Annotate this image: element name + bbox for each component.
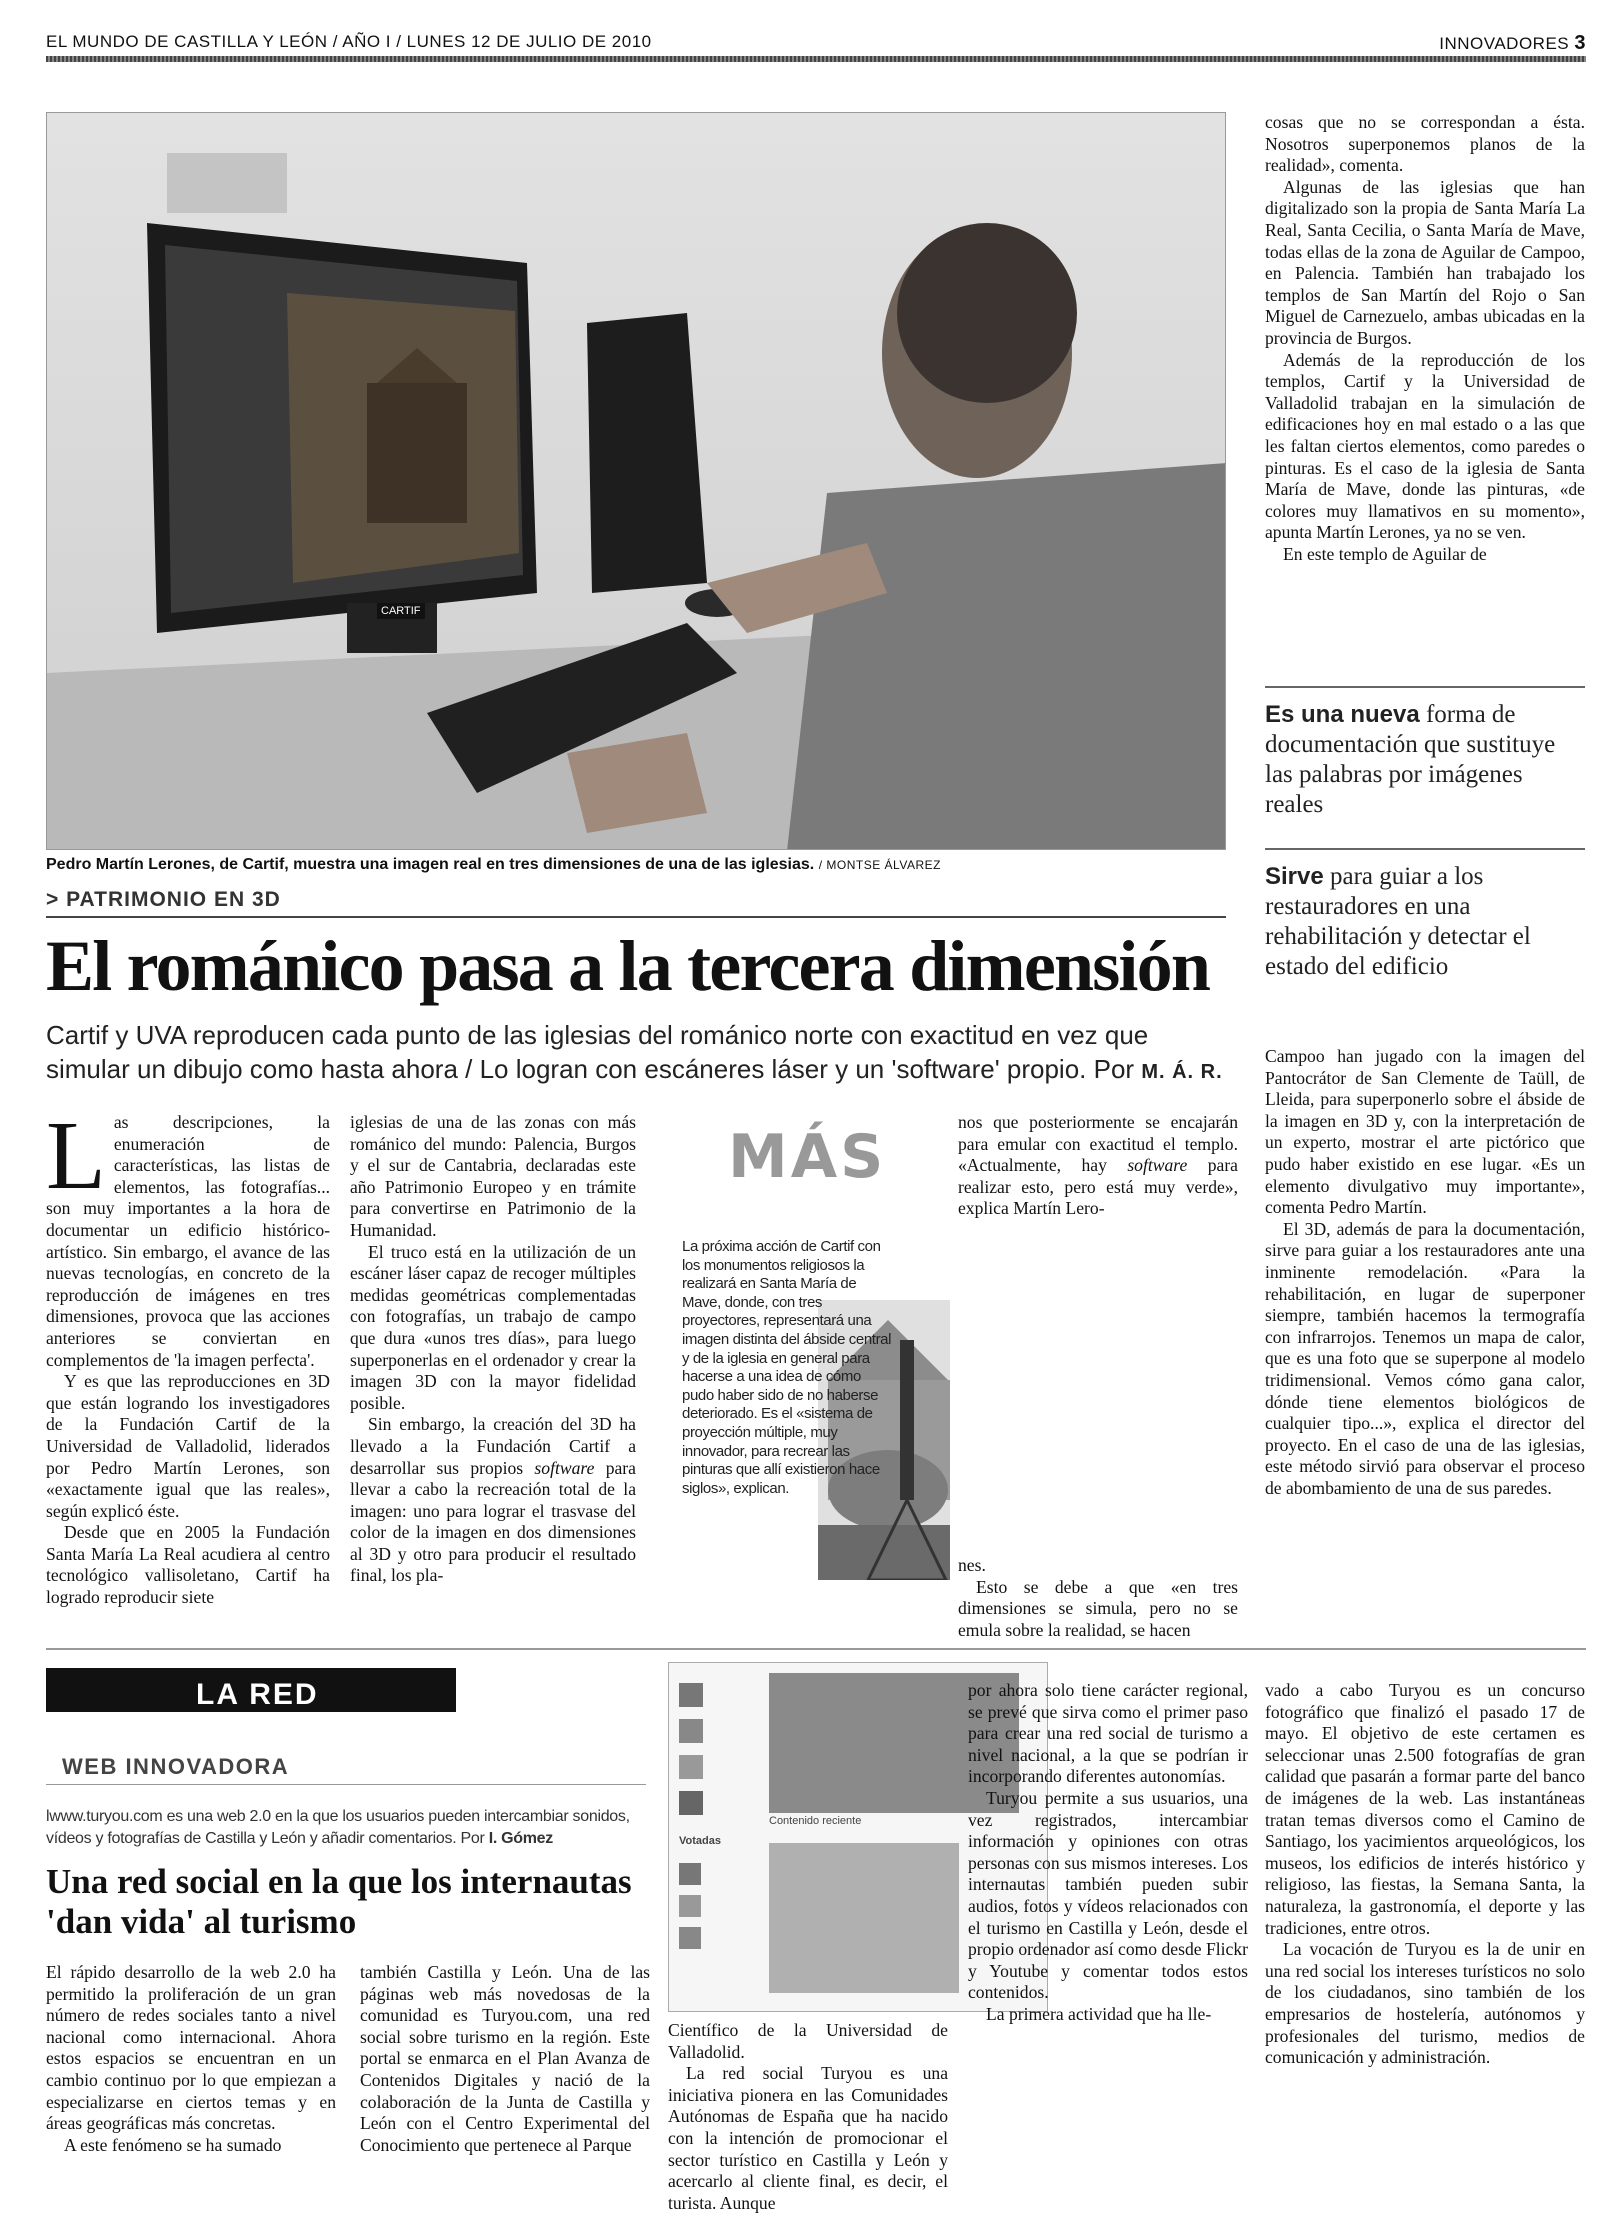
- col3-fragment: nes.: [958, 1555, 986, 1575]
- bottom-col4-paragraph-2: Turyou permite a sus usuarios, una vez registrados, intercambiar información y opiniones con otras personas con sus mismos intereses. Los internautas también pueden subir audios, fotos y vídeos relacionados con el turismo en Castilla y León, desde el propio ordenador así como desde Flickr y Youtube y comentar todos estos contenidos.: [968, 1787, 1248, 2003]
- cartif-sticker: CARTIF: [377, 603, 425, 619]
- article-column-3-lower: [958, 1555, 1238, 1641]
- running-head: [46, 30, 1586, 58]
- thumbnail-6: [679, 1895, 701, 1917]
- col4b-paragraph-2: El 3D, además de para la documentación, sirve para guiar a los restauradores ante una inminente remodelación. «Para la rehabilitación, en lugar de superponer siempre, también hacemos la termografía con infrarrojos. Tenemos un mapa de calor, que es una foto que se superpone al modelo tridimensional. Vemos cómo gana calor, dónde tiene elementos biológicos de cualquier tipo...», explica el director del proyecto. En el caso de una de las iglesias, este método sirvió para observar el proceso de abombamiento de una de sus paredes.: [1265, 1218, 1585, 1498]
- bottom-deck-text: lwww.turyou.com es una web 2.0 en la que los usuarios pueden intercambiar sonidos, vídeos y fotografías de Castilla y León y añadir comentarios. Por: [46, 1808, 630, 1847]
- mas-title: MÁS: [728, 1122, 887, 1192]
- bottom-col1-paragraph-1: El rápido desarrollo de la web 2.0 ha permitido la proliferación de un gran número de redes sociales tanto a nivel nacional como internacional. Ahora estos espacios se encuentran en un cambio continuo por lo que empiezan a especializarse en ciertos temas y en áreas geográficas más concretas.: [46, 1962, 336, 2134]
- col2-p3-c: para llevar a cabo la recreación total de la imagen: uno para lograr el trasvase del color de la imagen en dos dimensiones al 3D y otro para producir el resultado final, los pla-: [350, 1457, 636, 1586]
- col3-p1-a: nos que posteriormente se encajarán para emular con exactitud el templo. «Actualmente, hay: [958, 1112, 1238, 1176]
- kicker-rule: [46, 1784, 646, 1785]
- article-column-4-top: [1265, 112, 1585, 565]
- article-column-4-bottom: [1265, 1046, 1585, 1499]
- bottom-col2-paragraph-1: también Castilla y León. Una de las páginas web más novedosas de la comunidad es Turyou.com, una red social sobre turismo en la región. Este portal se enmarca en el Plan Avanza de Contenidos Digitales y nació de la colaboración de la Junta de Castilla y León con el Centro Experimental del Conocimiento que pertenece al Parque: [360, 1962, 650, 2155]
- col2-p3-a: Sin embargo, la creación del 3D ha llevado a la Fundación Cartif a desarrollar sus propios: [350, 1414, 636, 1478]
- bottom-col3-paragraph-2: La red social Turyou es una iniciativa pionera en las Comunidades Autónomas de España que ha nacido con la intención de promocionar el sector turístico en Castilla y León y acercarlo al cliente final, es decir, el turista. Aunque: [668, 2063, 948, 2213]
- pull-quote-1-lead: Es una nueva: [1265, 701, 1420, 728]
- bottom-kicker: WEB INNOVADORA: [62, 1754, 290, 1779]
- publication-line: EL MUNDO DE CASTILLA Y LEÓN / AÑO I / LUNES 12 DE JULIO DE 2010: [46, 32, 652, 51]
- bottom-col4-paragraph-1: por ahora solo tiene carácter regional, se prevé que sirva como el primer paso para crear una red social de turismo a nivel nacional, a la que se podrían ir incorporando diferentes autonomías.: [968, 1680, 1248, 1787]
- pull-quote-rule-1: [1265, 686, 1585, 688]
- col4a-paragraph-4: En este templo de Aguilar de: [1283, 543, 1487, 564]
- thumbnail-3: [679, 1755, 703, 1779]
- pull-quote-1-text: forma de documentación que sustituye las palabras por imágenes reales: [1265, 701, 1556, 818]
- thumbnail-5: [679, 1863, 701, 1885]
- contenido-label: Contenido reciente: [769, 1815, 862, 1827]
- headline: El románico pasa a la tercera dimensión: [46, 926, 1210, 1006]
- thumbnail-4: [679, 1791, 703, 1815]
- header-rule: [46, 56, 1586, 62]
- section-name: INNOVADORES: [1439, 34, 1570, 53]
- col2-paragraph-3: [350, 1414, 636, 1587]
- section-label: [1439, 32, 1586, 55]
- article-column-1: [46, 1102, 330, 1609]
- bottom-col3-paragraph-1: Científico de la Universidad de Valladolid.: [668, 2020, 948, 2062]
- article-column-3: [958, 1112, 1238, 1220]
- col2-p3-italic: software: [534, 1457, 595, 1478]
- church-thumbnail: [769, 1843, 959, 1993]
- pull-quote-2-lead: Sirve: [1265, 863, 1324, 890]
- col4b-paragraph-1: Campoo han jugado con la imagen del Pantocrátor de San Clemente de Taüll, de Lleida, para superponerlo sobre el ábside de la imagen en 3D y, con la interpretación de un experto, mostrar el arte pictórico que pudo haber existido en ese lugar. «Es un elemento divulgativo muy importante», comenta Pedro Martín.: [1265, 1046, 1585, 1218]
- pull-quote-rule-2: [1265, 848, 1585, 850]
- main-photo: [46, 112, 1226, 850]
- photo-credit: / MONTSE ÁLVAREZ: [818, 858, 941, 872]
- bottom-column-3: [668, 2020, 948, 2214]
- drop-cap: L: [46, 1102, 106, 1210]
- photo-caption: [46, 856, 1226, 874]
- bottom-section-rule: [46, 1648, 1586, 1650]
- col3-paragraph-2: Esto se debe a que «en tres dimensiones se simula, pero no se emula sobre la realidad, se hacen: [958, 1576, 1238, 1640]
- bottom-col5-paragraph-2: La vocación de Turyou es la de unir en una red social los intereses turísticos no solo de los ciudadanos, sino también de los empresarios de hostelería, autónomos y profesionales del turismo, medios de comunicación y administración.: [1265, 1939, 1585, 2068]
- bottom-headline: Una red social en la que los internautas 'dan vida' al turismo: [46, 1862, 632, 1941]
- col2-paragraph-1: iglesias de una de las zonas con más románico del mundo: Palencia, Burgos y el sur de Cantabria, declaradas este año Patrimonio Europeo y en trámite para convertirse en Patrimonio de la Humanidad.: [350, 1112, 636, 1240]
- thumbnail-7: [679, 1927, 701, 1949]
- subheadline-text: Cartif y UVA reproducen cada punto de las iglesias del románico norte con exactitud en vez que simular un dibujo como hasta ahora / Lo logran con escáneres láser y un 'software' propio. Por: [46, 1020, 1149, 1084]
- photo-illustration: [47, 113, 1226, 850]
- byline: M. Á. R.: [1141, 1061, 1223, 1083]
- col3-p1-c: para realizar esto, pero está muy verde», explica Martín Lero-: [958, 1155, 1238, 1219]
- section-tag: > PATRIMONIO EN 3D: [46, 888, 281, 911]
- page-number: 3: [1574, 32, 1586, 54]
- bottom-col4-paragraph-3: La primera actividad que ha lle-: [986, 2003, 1212, 2024]
- bottom-column-5: [1265, 1680, 1585, 2069]
- la-red-avanza-banner: LA RED AVANZA: [46, 1668, 456, 1712]
- col4a-paragraph-3: Además de la reproducción de los templos, Cartif y la Universidad de Valladolid trabajan en la simulación de edificaciones hoy en mal estado o a las que les faltan ciertos elementos, como paredes o pinturas. Es el caso de la iglesia de Santa María de Mave, donde las pinturas, «de colores muy llamativos en su momento», apunta Martín Lerones, ya no se ven.: [1265, 349, 1585, 543]
- section-rule: [46, 916, 1226, 918]
- col1-paragraph-2: Y es que las reproducciones en 3D que están logrando los investigadores de la Fundación Cartif de la Universidad de Valladolid, liderados por Pedro Martín Lerones, son «exactamente igual que las reales», según explicó éste.: [46, 1371, 330, 1521]
- mas-box: [668, 1118, 940, 1238]
- col1-paragraph-3: Desde que en 2005 la Fundación Santa María La Real acudiera al centro tecnológico vallisoletano, Cartif ha logrado reproducir siete: [46, 1522, 330, 1608]
- pull-quote-1: [1265, 700, 1585, 820]
- thumbnail-2: [679, 1719, 703, 1743]
- col4a-paragraph-1: cosas que no se correspondan a ésta. Nosotros superponemos planos de la realidad», comenta.: [1265, 112, 1585, 176]
- col3-p1-italic: software: [1127, 1155, 1188, 1176]
- bottom-column-2: [360, 1962, 650, 2156]
- col1-paragraph-1: as descripciones, la enumeración de características, las listas de elementos, las fotografías... son muy importantes a la hora de documentar un edificio histórico-artístico. Sin embargo, el avance de las nuevas tecnologías, en concreto de la reproducción de imágenes en tres dimensiones, provoca que las acciones anteriores se conviertan en complementos de 'la imagen perfecta'.: [46, 1112, 330, 1370]
- bottom-col1-paragraph-2: A este fenómeno se ha sumado: [64, 2134, 282, 2155]
- pull-quote-2: [1265, 862, 1585, 982]
- article-column-2: [350, 1112, 636, 1587]
- bottom-column-4: [968, 1680, 1248, 2026]
- bottom-deck: [46, 1806, 646, 1850]
- mas-text: La próxima acción de Cartif con los monumentos religiosos la realizará en Santa María de Mave, donde, con tres proyectores, representará una imagen distinta del ábside central y de la iglesia en general para hacerse a una idea de cómo pudo haber sido de no haberse deteriorado. Es el «sistema de proyección múltiple, muy innovador, para recrear las pinturas que allí existieron hace siglos», explican.: [682, 1238, 892, 1497]
- votadas-label: Votadas: [679, 1835, 721, 1847]
- bottom-column-1: [46, 1962, 336, 2156]
- col4a-paragraph-2: Algunas de las iglesias que han digitalizado son la propia de Santa María La Real, Santa Cecilia, o Santa María de Mave, todas ellas de la zona de Aguilar de Campoo, en Palencia. También han trabajado los templos de San Martín del Rojo o San Miguel de Carnezuelo, ambas ubicadas en la provincia de Burgos.: [1265, 176, 1585, 348]
- thumbnail-1: [679, 1683, 703, 1707]
- pull-quote-2-text: para guiar a los restauradores en una rehabilitación y detectar el estado del edificio: [1265, 863, 1531, 980]
- bottom-col5-paragraph-1: vado a cabo Turyou es un concurso fotográfico que finalizó el pasado 17 de mayo. El objetivo de este certamen es seleccionar unas 2.500 fotografías de gran calidad que pasarán a formar parte del banco de imágenes de la web. Las instantáneas tratan temas diversos como el Camino de Santiago, los yacimientos arqueológicos, los museos, los edificios de interés histórico y religioso, las fiestas, la Semana Santa, la naturaleza, la gastronomía, el deporte y las tradiciones, entre otros.: [1265, 1680, 1585, 1938]
- bottom-author: I. Gómez: [488, 1830, 553, 1847]
- subheadline: [46, 1018, 1236, 1089]
- caption-text: Pedro Martín Lerones, de Cartif, muestra una imagen real en tres dimensiones de una de las iglesias.: [46, 856, 815, 873]
- col2-paragraph-2: El truco está en la utilización de un escáner láser capaz de recoger múltiples medidas geométricas complementadas con fotografías, un trabajo de campo que dura «unos tres días», para luego superponerlas en el ordenador y crear la imagen 3D con la mayor fidelidad posible.: [350, 1241, 636, 1413]
